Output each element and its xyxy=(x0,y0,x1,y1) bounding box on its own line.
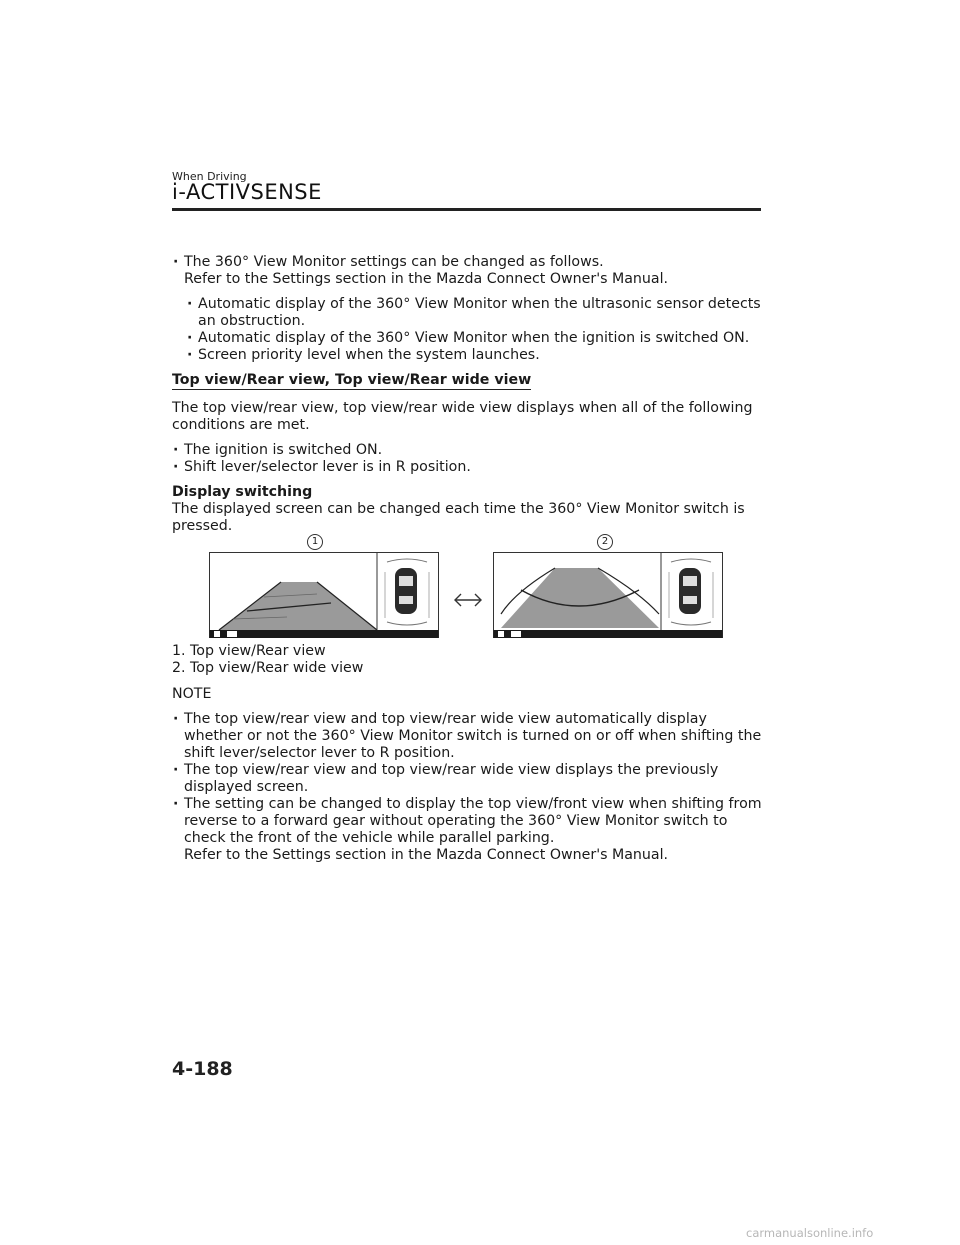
condition-text: The ignition is switched ON. xyxy=(184,442,383,458)
note-text-cont: Refer to the Settings section in the Mazda Connect Owner's Manual. xyxy=(184,847,669,863)
section-label: When Driving xyxy=(172,170,247,183)
figure-legend-2: 2. Top view/Rear wide view xyxy=(172,660,364,676)
note-text: The top view/rear view and top view/rear wide view automatically display xyxy=(184,711,707,727)
section-heading: Top view/Rear view, Top view/Rear wide view xyxy=(172,372,532,388)
settings-intro-line1: The 360° View Monitor settings can be changed as follows. xyxy=(184,254,604,270)
settings-intro-line2: Refer to the Settings section in the Mazda Connect Owner's Manual. xyxy=(184,271,669,287)
note-text-cont: whether or not the 360° View Monitor switch is turned on or off when shifting the xyxy=(184,728,762,744)
top-rear-view-screen xyxy=(209,552,439,638)
display-switching-line1: The displayed screen can be changed each time the 360° View Monitor switch is xyxy=(172,501,745,517)
figure-legend-1: 1. Top view/Rear view xyxy=(172,643,326,659)
note-text-cont: reverse to a forward gear without operating the 360° View Monitor switch to xyxy=(184,813,728,829)
note-text-cont: shift lever/selector lever to R position. xyxy=(184,745,455,761)
watermark-link[interactable]: carmanualsonline.info xyxy=(746,1226,874,1240)
note-item xyxy=(184,762,718,779)
sub-item-text: Automatic display of the 360° View Monitor when the ignition is switched ON. xyxy=(198,330,750,346)
sub-item-text-cont: an obstruction. xyxy=(198,313,306,329)
top-rear-wide-view-screen xyxy=(493,552,723,638)
condition-item xyxy=(184,459,471,476)
section-para-line1: The top view/rear view, top view/rear wide view displays when all of the following xyxy=(172,400,753,416)
note-text-cont: check the front of the vehicle while parallel parking. xyxy=(184,830,555,846)
note-item xyxy=(184,711,707,728)
switch-arrow-icon xyxy=(452,590,484,610)
settings-sub-item xyxy=(198,296,761,313)
sub-item-text: Automatic display of the 360° View Monitor when the ultrasonic sensor detects xyxy=(198,296,761,312)
settings-bullet xyxy=(184,254,604,271)
note-text: The top view/rear view and top view/rear wide view displays the previously xyxy=(184,762,719,778)
condition-item xyxy=(184,442,382,459)
note-text: The setting can be changed to display the top view/front view when shifting from xyxy=(184,796,762,812)
display-switching-line2: pressed. xyxy=(172,518,233,534)
condition-text: Shift lever/selector lever is in R position. xyxy=(184,459,471,475)
chapter-title: i-ACTIVSENSE xyxy=(172,180,322,204)
page-number: 4-188 xyxy=(172,1058,233,1080)
header-divider xyxy=(172,208,761,211)
note-label: NOTE xyxy=(172,686,212,702)
sub-item-text: Screen priority level when the system launches. xyxy=(198,347,540,363)
display-switching-title: Display switching xyxy=(172,484,313,500)
settings-sub-item xyxy=(198,330,749,347)
callout-2: 2 xyxy=(597,534,613,550)
callout-1: 1 xyxy=(307,534,323,550)
note-text-cont: displayed screen. xyxy=(184,779,309,795)
note-item xyxy=(184,796,762,813)
section-para-line2: conditions are met. xyxy=(172,417,310,433)
settings-sub-item xyxy=(198,347,540,364)
